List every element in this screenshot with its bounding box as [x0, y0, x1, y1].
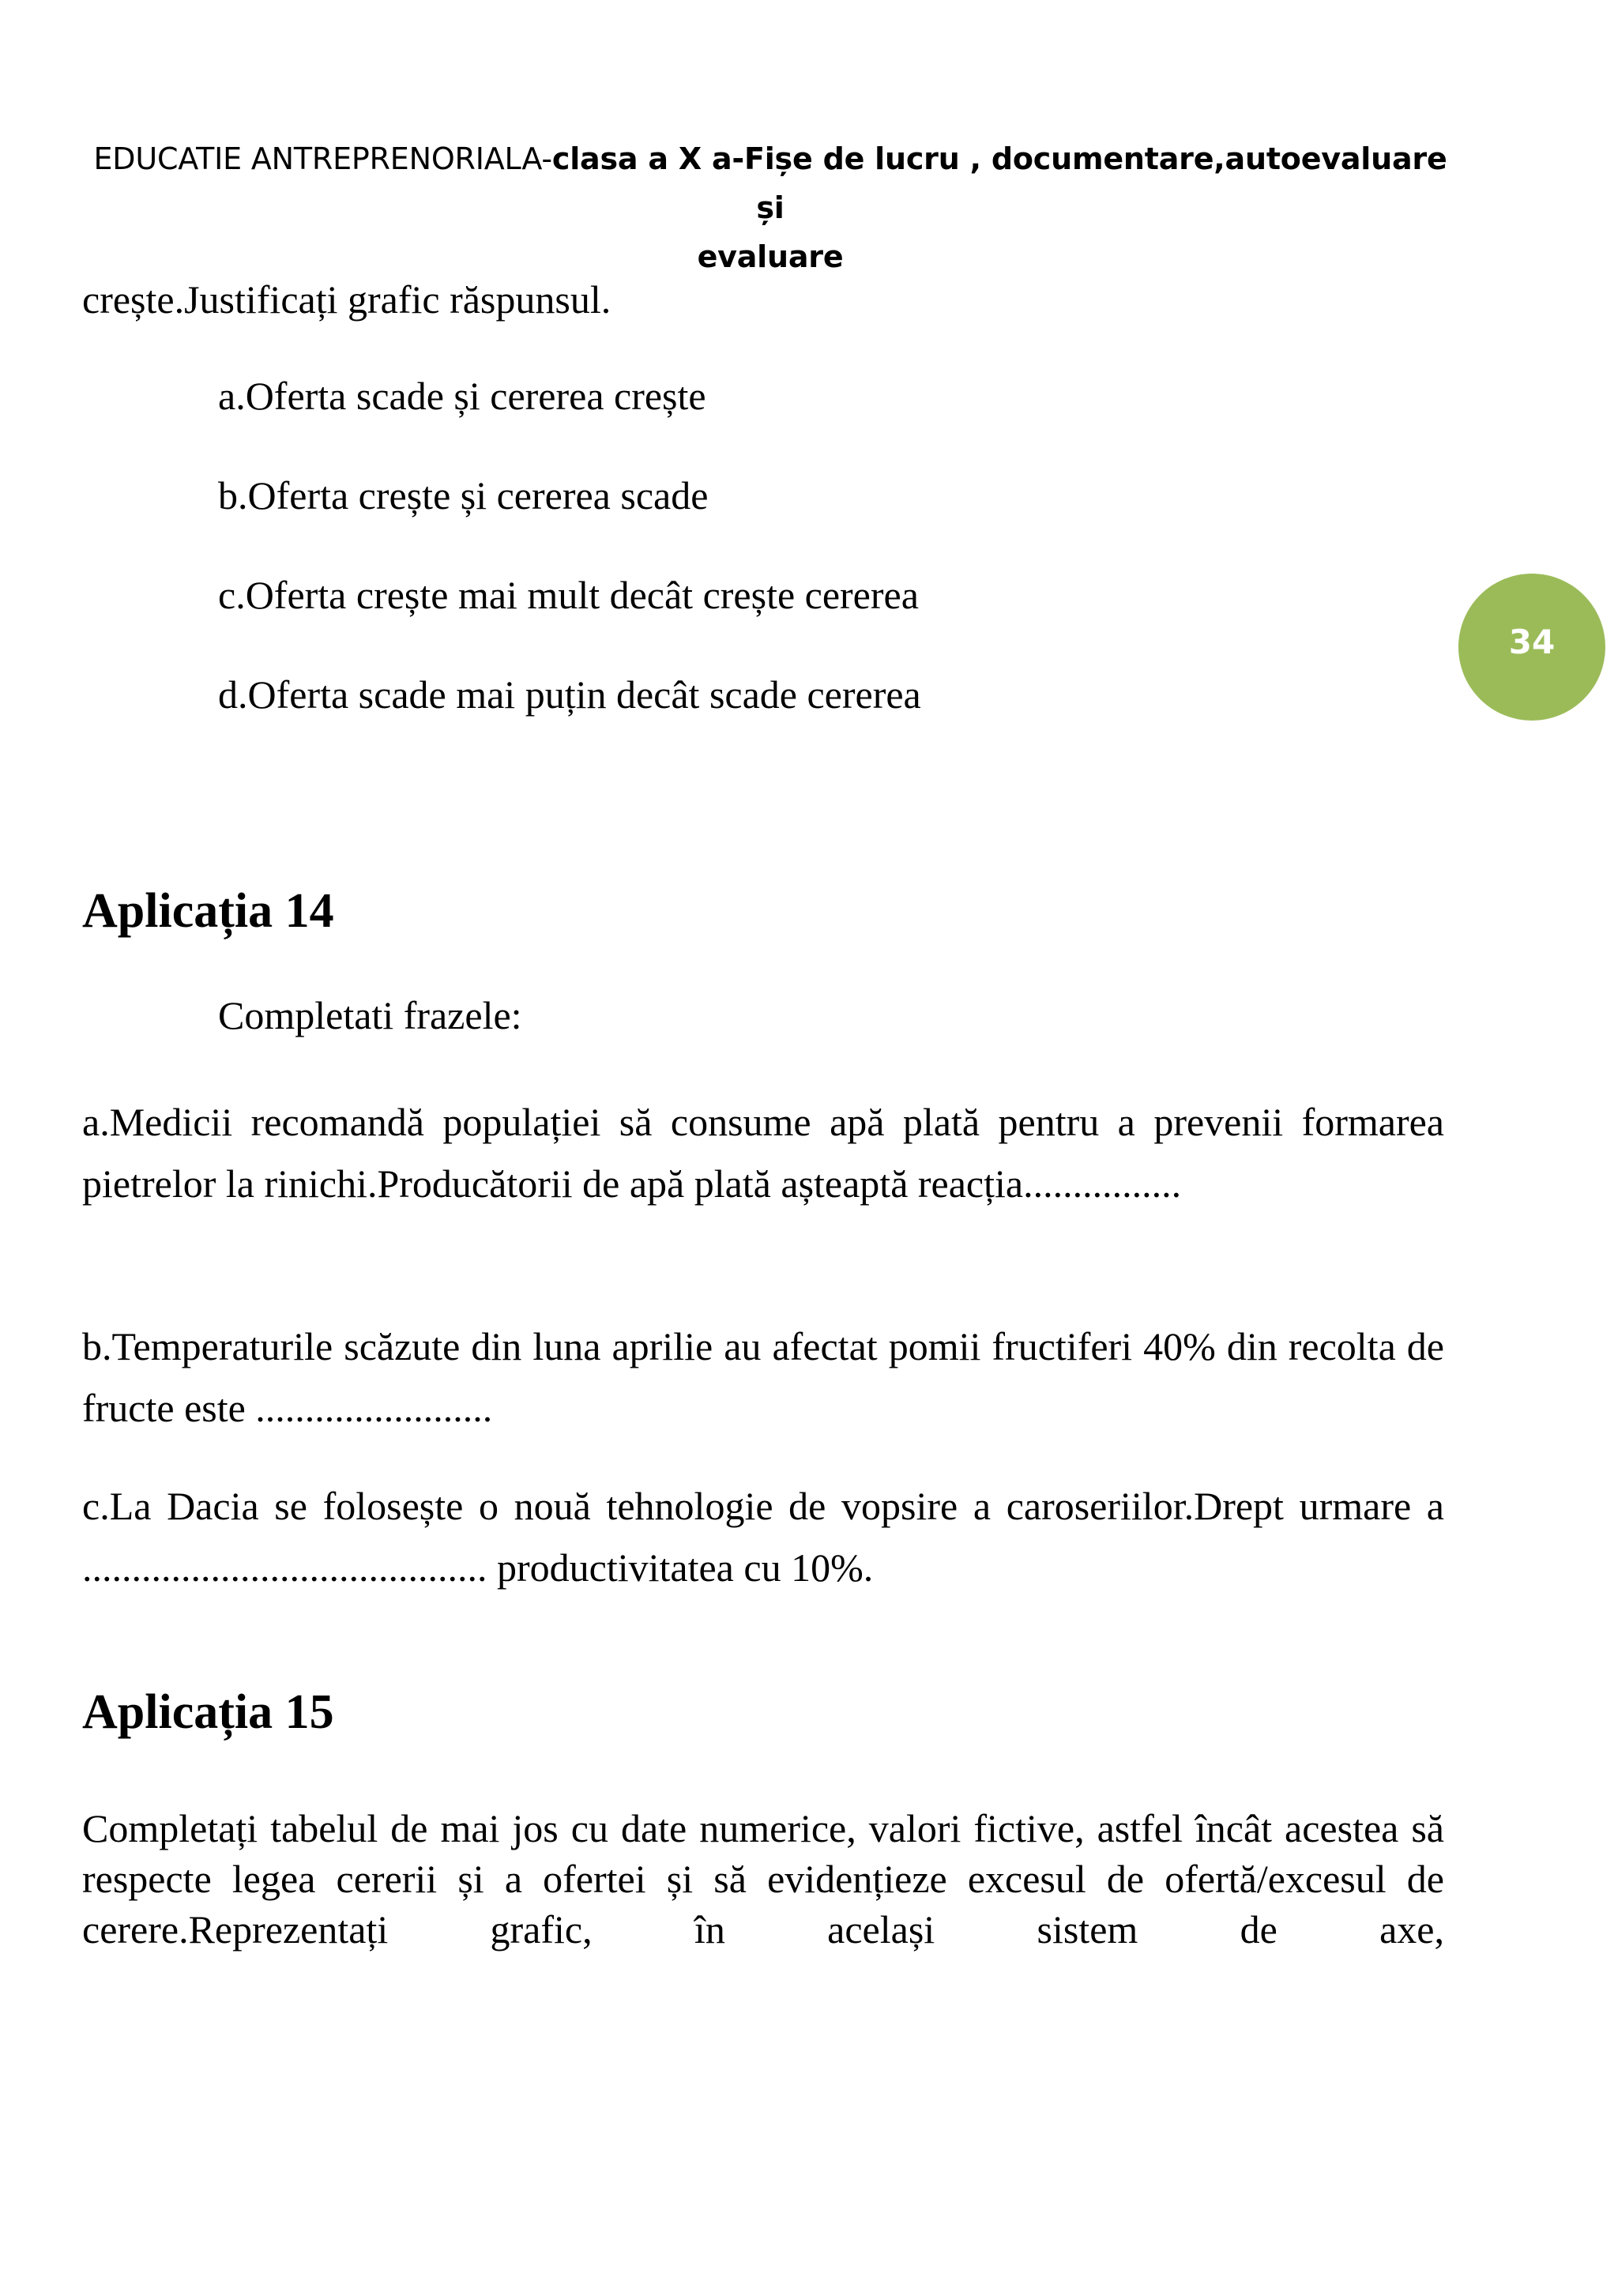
running-header — [79, 134, 1462, 281]
application-14-heading: Aplicația 14 — [82, 884, 334, 938]
answer-option-b: b.Oferta crește și cererea scade — [218, 473, 709, 518]
answer-option-a: a.Oferta scade și cererea crește — [218, 374, 706, 418]
header-title-continued: evaluare — [697, 239, 844, 274]
page-number-badge — [1458, 574, 1605, 721]
sentence-item-b: b.Temperaturile scăzute din luna aprilie au afectat pomii fructiferi 40% din recolta de fructe este ........................ — [82, 1324, 1444, 1430]
answer-option-d: d.Oferta scade mai puțin decât scade cererea — [218, 672, 921, 717]
application-14-instruction: Completati frazele: — [218, 993, 522, 1037]
header-subject: EDUCATIE ANTREPRENORIALA- — [93, 141, 552, 176]
application-15-text: Completați tabelul de mai jos cu date numerice, valori fictive, astfel încât acestea să respecte legea cererii și a ofertei și să evidențieze excesul de ofertă/excesul de cerere.Reprezentați grafic, în același sistem de axe, — [82, 1806, 1444, 1952]
header-title: clasa a X a-Fișe de lucru , documentare,autoevaluare și — [551, 141, 1447, 225]
sentence-item-c: c.La Dacia se folosește o nouă tehnologie de vopsire a caroseriilor.Drept urmare a ......................................... productivitatea cu 10%. — [82, 1484, 1444, 1590]
application-15-heading: Aplicația 15 — [82, 1685, 334, 1739]
continued-question-text: crește.Justificați grafic răspunsul. — [82, 277, 611, 322]
page-number: 34 — [1508, 622, 1556, 661]
answer-option-c: c.Oferta crește mai mult decât crește cererea — [218, 573, 919, 617]
sentence-item-a: a.Medicii recomandă populației să consume apă plată pentru a prevenii formarea pietrelor la rinichi.Producătorii de apă plată așteaptă reacția................ — [82, 1100, 1444, 1206]
